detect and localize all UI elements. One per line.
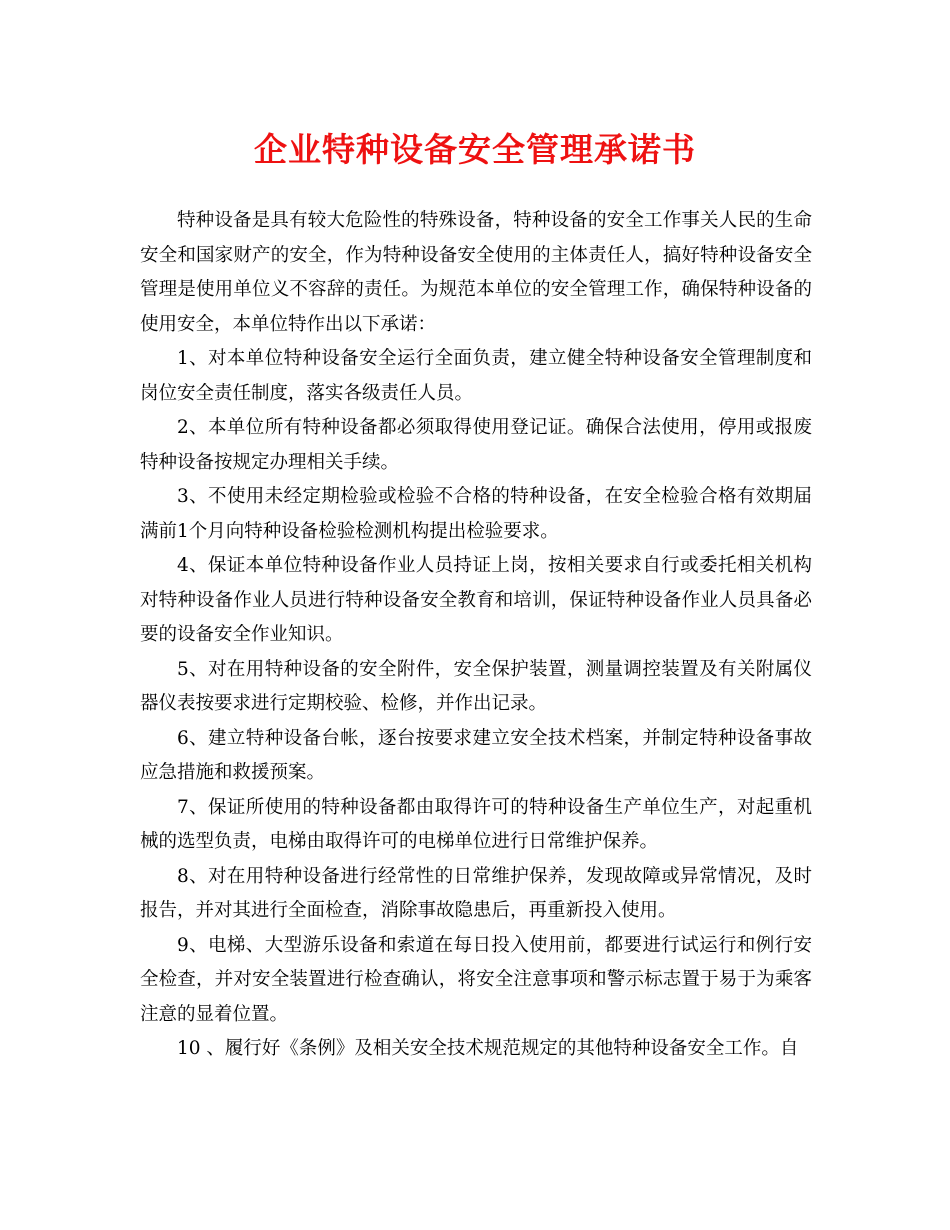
commitment-item-9: 9、电梯、大型游乐设备和索道在每日投入使用前，都要进行试运行和例行安全检查，并对安全装置进行检查确认，将安全注意事项和警示标志置于易于为乘客注意的显着位置。 [140, 934, 812, 1025]
intro-paragraph: 特种设备是具有较大危险性的特殊设备，特种设备的安全工作事关人民的生命安全和国家财产的安全，作为特种设备安全使用的主体责任人，搞好特种设备安全管理是使用单位义不容辞的责任。为规范本单位的安全管理工作，确保特种设备的使用安全，本单位特作出以下承诺： [140, 210, 812, 335]
commitment-item-3: 3、不使用未经定期检验或检验不合格的特种设备，在安全检验合格有效期届满前1个月向特种设备检验检测机构提出检验要求。 [140, 486, 812, 542]
commitment-item-5: 5、对在用特种设备的安全附件，安全保护装置，测量调控装置及有关附属仪器仪表按要求进行定期校验、检修，并作出记录。 [140, 658, 812, 714]
document-body [140, 204, 812, 1067]
commitment-item-8: 8、对在用特种设备进行经常性的日常维护保养，发现故障或异常情况，及时报告，并对其进行全面检查，消除事故隐患后，再重新投入使用。 [140, 865, 812, 921]
commitment-item-2: 2、本单位所有特种设备都必须取得使用登记证。确保合法使用，停用或报废特种设备按规定办理相关手续。 [140, 417, 812, 473]
commitment-item-1: 1、对本单位特种设备安全运行全面负责，建立健全特种设备安全管理制度和岗位安全责任制度，落实各级责任人员。 [140, 348, 812, 404]
commitment-item-7: 7、保证所使用的特种设备都由取得许可的特种设备生产单位生产，对起重机械的选型负责，电梯由取得许可的电梯单位进行日常维护保养。 [140, 796, 812, 852]
document-title: 企业特种设备安全管理承诺书 [254, 130, 696, 169]
commitment-item-6: 6、建立特种设备台帐，逐台按要求建立安全技术档案，并制定特种设备事故应急措施和救援预案。 [140, 727, 812, 783]
commitment-item-10: 10 、履行好《条例》及相关安全技术规范规定的其他特种设备安全工作。自 [177, 1038, 799, 1059]
commitment-item-4: 4、保证本单位特种设备作业人员持证上岗，按相关要求自行或委托相关机构对特种设备作业人员进行特种设备安全教育和培训，保证特种设备作业人员具备必要的设备安全作业知识。 [140, 555, 812, 645]
